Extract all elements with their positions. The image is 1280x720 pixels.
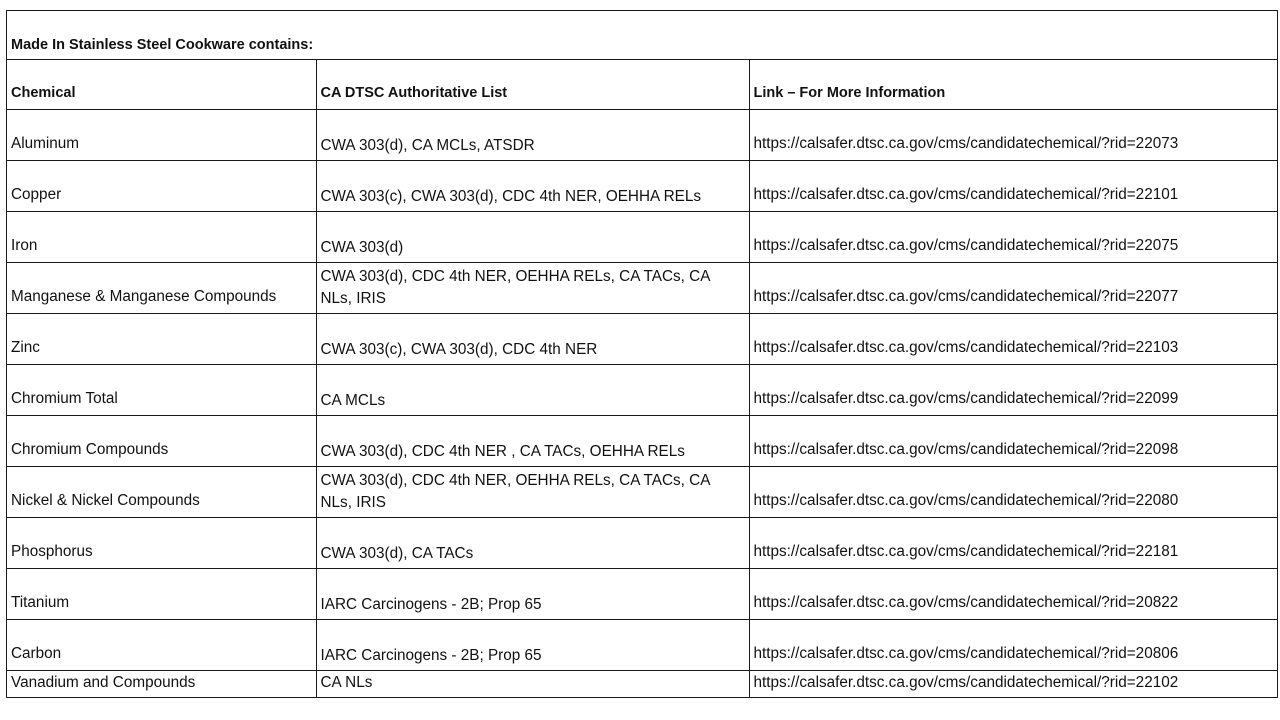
table-row: [7, 569, 1277, 620]
table-row: [7, 620, 1277, 671]
table-header-row: [7, 60, 1277, 110]
cell-chemical: Chromium Compounds: [7, 416, 316, 467]
cell-chemical: Carbon: [7, 620, 316, 671]
cell-authoritative-list: CWA 303(d): [316, 212, 749, 263]
table-row: [7, 467, 1277, 518]
cell-authoritative-list: CWA 303(d), CDC 4th NER, OEHHA RELs, CA TACs, CA NLs, IRIS: [316, 263, 749, 314]
cell-info-link[interactable]: https://calsafer.dtsc.ca.gov/cms/candidatechemical/?rid=22102: [749, 671, 1277, 698]
cell-authoritative-list: CWA 303(d), CDC 4th NER , CA TACs, OEHHA RELs: [316, 416, 749, 467]
cell-chemical: Chromium Total: [7, 365, 316, 416]
cell-info-link[interactable]: https://calsafer.dtsc.ca.gov/cms/candidatechemical/?rid=22181: [749, 518, 1277, 569]
cell-authoritative-list: CWA 303(c), CWA 303(d), CDC 4th NER, OEHHA RELs: [316, 161, 749, 212]
cell-authoritative-list: CWA 303(d), CDC 4th NER, OEHHA RELs, CA TACs, CA NLs, IRIS: [316, 467, 749, 518]
header-link: Link – For More Information: [749, 60, 1277, 110]
cell-info-link[interactable]: https://calsafer.dtsc.ca.gov/cms/candidatechemical/?rid=22080: [749, 467, 1277, 518]
cell-info-link[interactable]: https://calsafer.dtsc.ca.gov/cms/candidatechemical/?rid=22101: [749, 161, 1277, 212]
cell-authoritative-list: CWA 303(c), CWA 303(d), CDC 4th NER: [316, 314, 749, 365]
cell-info-link[interactable]: https://calsafer.dtsc.ca.gov/cms/candidatechemical/?rid=20822: [749, 569, 1277, 620]
cell-info-link[interactable]: https://calsafer.dtsc.ca.gov/cms/candidatechemical/?rid=22103: [749, 314, 1277, 365]
cell-chemical: Vanadium and Compounds: [7, 671, 316, 698]
chemical-table-container: [6, 10, 1278, 698]
cell-chemical: Nickel & Nickel Compounds: [7, 467, 316, 518]
cell-info-link[interactable]: https://calsafer.dtsc.ca.gov/cms/candidatechemical/?rid=22098: [749, 416, 1277, 467]
table-row: [7, 314, 1277, 365]
cell-chemical: Aluminum: [7, 110, 316, 161]
table-caption: [7, 11, 1277, 60]
cell-chemical: Copper: [7, 161, 316, 212]
caption-text: Made In Stainless Steel Cookware contains:: [11, 37, 314, 53]
cell-chemical: Zinc: [7, 314, 316, 365]
cell-info-link[interactable]: https://calsafer.dtsc.ca.gov/cms/candidatechemical/?rid=22077: [749, 263, 1277, 314]
table-row: [7, 518, 1277, 569]
cell-info-link[interactable]: https://calsafer.dtsc.ca.gov/cms/candidatechemical/?rid=22073: [749, 110, 1277, 161]
cell-chemical: Phosphorus: [7, 518, 316, 569]
table-row: [7, 365, 1277, 416]
cell-chemical: Manganese & Manganese Compounds: [7, 263, 316, 314]
cell-authoritative-list: CA MCLs: [316, 365, 749, 416]
cell-chemical: Titanium: [7, 569, 316, 620]
table-row: [7, 110, 1277, 161]
cell-authoritative-list: CA NLs: [316, 671, 749, 698]
header-authoritative-list: CA DTSC Authoritative List: [316, 60, 749, 110]
cell-chemical: Iron: [7, 212, 316, 263]
header-chemical: Chemical: [7, 60, 316, 110]
cell-authoritative-list: CWA 303(d), CA TACs: [316, 518, 749, 569]
chemical-table: [7, 60, 1277, 698]
table-row: [7, 416, 1277, 467]
cell-authoritative-list: CWA 303(d), CA MCLs, ATSDR: [316, 110, 749, 161]
table-row: [7, 212, 1277, 263]
table-row: [7, 671, 1277, 698]
cell-info-link[interactable]: https://calsafer.dtsc.ca.gov/cms/candidatechemical/?rid=22075: [749, 212, 1277, 263]
cell-authoritative-list: IARC Carcinogens - 2B; Prop 65: [316, 620, 749, 671]
cell-info-link[interactable]: https://calsafer.dtsc.ca.gov/cms/candidatechemical/?rid=22099: [749, 365, 1277, 416]
cell-info-link[interactable]: https://calsafer.dtsc.ca.gov/cms/candidatechemical/?rid=20806: [749, 620, 1277, 671]
cell-authoritative-list: IARC Carcinogens - 2B; Prop 65: [316, 569, 749, 620]
table-row: [7, 263, 1277, 314]
table-row: [7, 161, 1277, 212]
